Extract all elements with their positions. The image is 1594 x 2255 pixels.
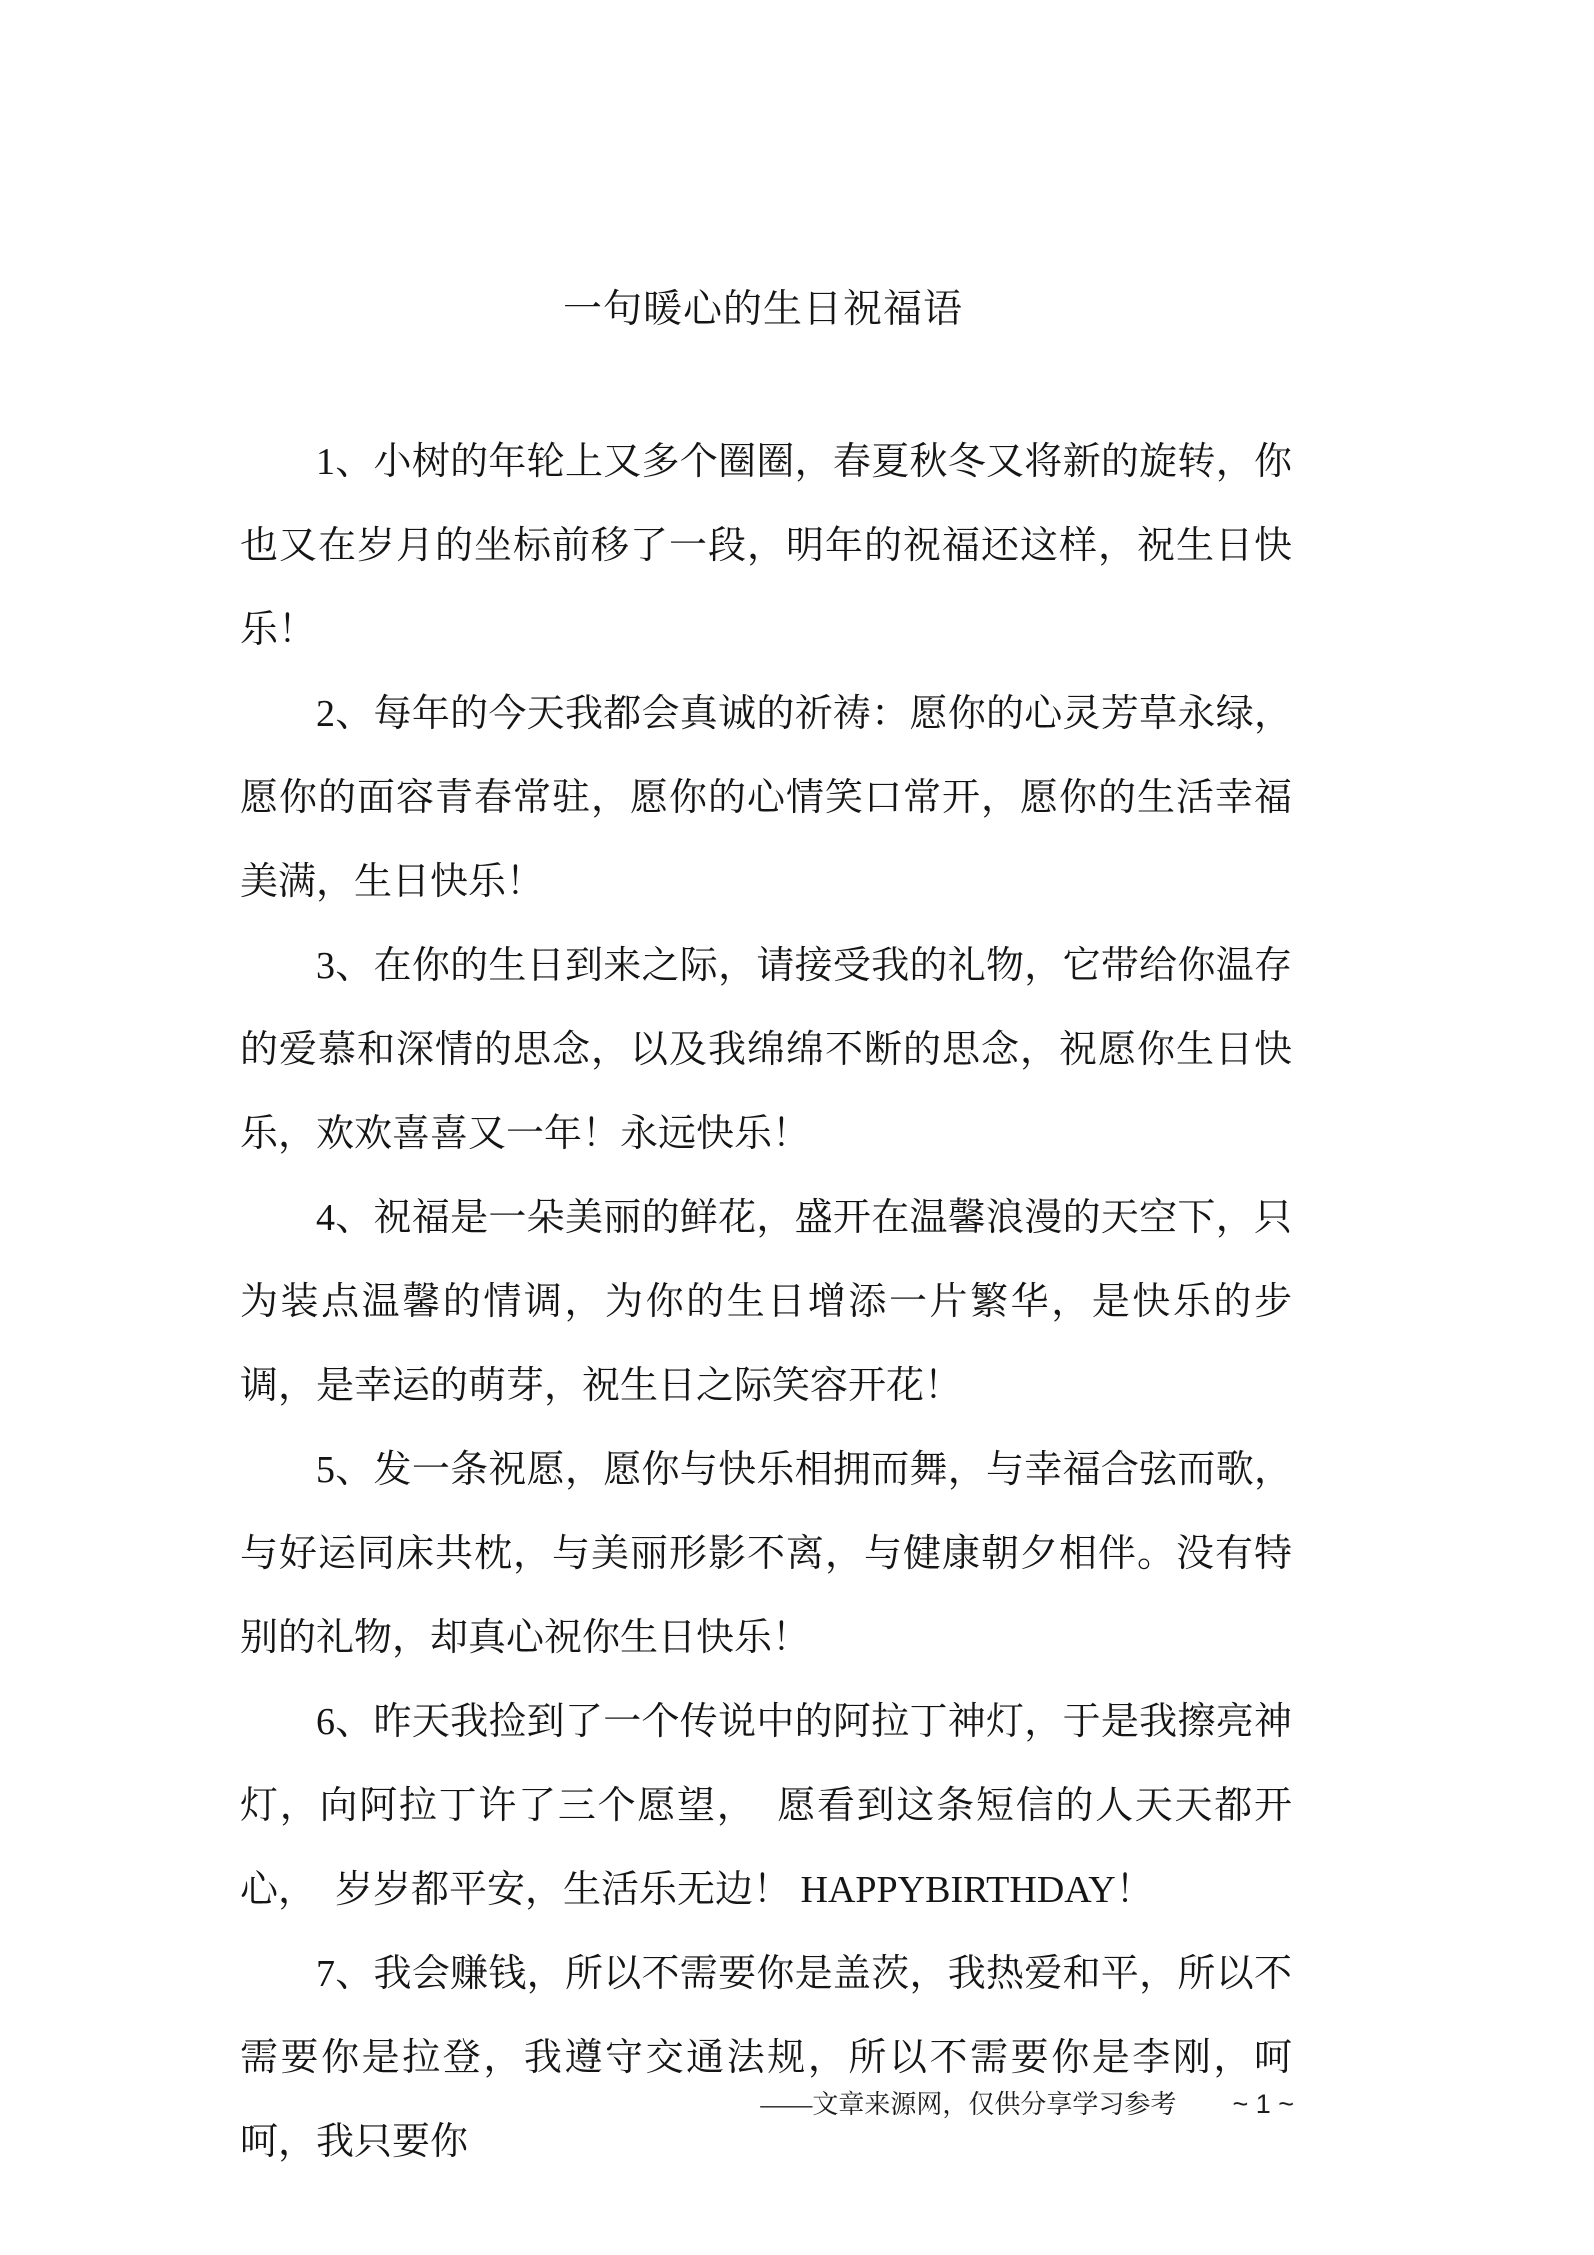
footer-source-note: ——文章来源网，仅供分享学习参考 <box>760 2090 1177 2119</box>
paragraph: 1、小树的年轮上又多个圈圈，春夏秋冬又将新的旋转，你也又在岁月的坐标前移了一段，明年的祝福还这样，祝生日快乐！ <box>240 441 1292 651</box>
paragraph: 5、发一条祝愿，愿你与快乐相拥而舞，与幸福合弦而歌，与好运同床共枕，与美丽形影不离，与健康朝夕相伴。没有特别的礼物，却真心祝你生日快乐！ <box>240 1449 1292 1659</box>
paragraph: 3、在你的生日到来之际，请接受我的礼物，它带给你温存的爱慕和深情的思念，以及我绵绵不断的思念，祝愿你生日快乐，欢欢喜喜又一年！永远快乐！ <box>240 945 1292 1155</box>
document-body <box>240 420 1292 2184</box>
paragraph: 7、我会赚钱，所以不需要你是盖茨，我热爱和平，所以不需要你是拉登，我遵守交通法规，所以不需要你是李刚，呵呵，我只要你 <box>240 1953 1292 2163</box>
document-title: 一句暖心的生日祝福语 <box>562 288 963 331</box>
paragraph: 2、每年的今天我都会真诚的祈祷：愿你的心灵芳草永绿，愿你的面容青春常驻，愿你的心情笑口常开，愿你的生活幸福美满，生日快乐！ <box>240 693 1292 903</box>
paragraph: 6、昨天我捡到了一个传说中的阿拉丁神灯，于是我擦亮神灯，向阿拉丁许了三个愿望， 愿看到这条短信的人天天都开心， 岁岁都平安，生活乐无边！ HAPPYBIRTHDAY！ <box>240 1701 1292 1911</box>
page-footer <box>760 2088 1294 2121</box>
footer-page-number: ~ 1 ~ <box>1232 2089 1294 2119</box>
paragraph: 4、祝福是一朵美丽的鲜花，盛开在温馨浪漫的天空下，只为装点温馨的情调，为你的生日增添一片繁华，是快乐的步调，是幸运的萌芽，祝生日之际笑容开花！ <box>240 1197 1292 1407</box>
